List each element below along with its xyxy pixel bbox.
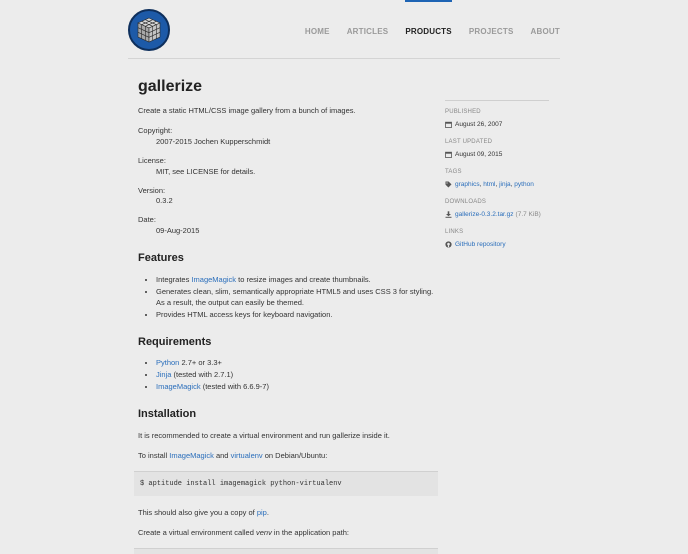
code-block: $ aptitude install imagemagick python-virtualenv — [134, 471, 438, 496]
imagemagick-install-link[interactable]: ImageMagick — [169, 450, 214, 460]
nav-about[interactable]: ABOUT — [530, 27, 560, 36]
feature-text: Integrates — [156, 275, 192, 284]
requirements-heading: Requirements — [138, 335, 212, 348]
license-term: License: — [138, 155, 166, 165]
copyright-value: 2007-2015 Jochen Kupperschmidt — [156, 136, 271, 146]
date-term: Date: — [138, 215, 156, 225]
main-content — [138, 75, 434, 554]
tag-graphics[interactable]: graphics — [455, 180, 480, 188]
main-nav — [288, 0, 560, 40]
install-text: in the application path: — [271, 527, 349, 537]
jinja-link[interactable]: Jinja — [156, 370, 172, 380]
date-value: 09-Aug-2015 — [156, 226, 200, 236]
version-term: Version: — [138, 185, 166, 195]
list-item: • Provides HTML access keys for keyboard navigation. — [156, 310, 434, 321]
install-text: Create a virtual environment called — [138, 527, 256, 537]
calendar-icon — [445, 151, 452, 158]
requirement-text: 2.7+ or 3.3+ — [179, 358, 222, 368]
list-item — [156, 275, 434, 286]
published-label: PUBLISHED — [445, 109, 481, 115]
installation-heading: Installation — [138, 408, 197, 421]
updated-date: August 09, 2015 — [455, 150, 503, 158]
github-icon — [445, 241, 452, 248]
links-label: LINKS — [445, 229, 464, 236]
imagemagick-req-link[interactable]: ImageMagick — [156, 382, 201, 392]
imagemagick-link[interactable]: ImageMagick — [191, 275, 237, 284]
pip-link[interactable]: pip — [256, 507, 267, 517]
github-link[interactable]: GitHub repository — [455, 241, 506, 249]
site-logo[interactable] — [128, 9, 170, 51]
downloads-row — [445, 210, 549, 219]
tag-html[interactable]: html — [483, 180, 496, 188]
list-item — [156, 382, 434, 393]
list-item — [156, 358, 434, 369]
page-title: gallerize — [138, 78, 203, 95]
list-item — [156, 370, 434, 381]
install-text: This should also give you a copy of — [138, 507, 257, 517]
version-value: 0.3.2 — [156, 196, 173, 206]
features-heading: Features — [138, 252, 184, 265]
download-link[interactable]: gallerize-0.3.2.tar.gz — [455, 211, 514, 219]
python-link[interactable]: Python — [156, 358, 180, 368]
published-date: August 26, 2007 — [455, 120, 503, 128]
install-paragraph — [138, 528, 434, 539]
tag-icon — [445, 181, 452, 188]
tag-python[interactable]: python — [514, 180, 534, 188]
install-paragraph — [138, 451, 434, 462]
tags-label: TAGS — [445, 169, 462, 176]
install-text: . — [266, 507, 269, 517]
install-text: on Debian/Ubuntu: — [262, 450, 328, 460]
nav-home[interactable]: HOME — [304, 27, 330, 36]
virtualenv-link[interactable]: virtualenv — [230, 450, 263, 460]
requirement-text: (tested with 6.6.9-7) — [200, 382, 269, 392]
calendar-icon — [445, 121, 452, 128]
cube-logo-icon — [130, 11, 168, 49]
tags-row: graphics , html , jinja , python — [445, 180, 549, 189]
links-row — [445, 240, 549, 249]
download-icon — [445, 211, 452, 218]
features-list — [156, 275, 434, 321]
meta-list — [138, 126, 434, 237]
header-divider — [128, 58, 560, 59]
updated-label: LAST UPDATED — [445, 139, 493, 146]
venv-emphasis: venv — [255, 527, 272, 537]
updated-row — [445, 150, 549, 159]
requirements-list — [156, 358, 434, 393]
nav-products[interactable]: PRODUCTS — [405, 0, 452, 40]
nav-articles[interactable]: ARTICLES — [346, 27, 389, 36]
list-item: • Generates clean, slim, semantically appropriate HTML5 and uses CSS 3 for styling. As a result, the output can easily be themed. — [156, 287, 434, 309]
code-block — [134, 548, 438, 554]
copyright-term: Copyright: — [138, 126, 173, 136]
license-value: MIT, see LICENSE for details. — [156, 166, 256, 176]
sidebar — [445, 100, 549, 259]
install-text: and — [213, 450, 231, 460]
description: Create a static HTML/CSS image gallery from a bunch of images. — [138, 106, 356, 116]
requirement-text: (tested with 2.7.1) — [171, 370, 234, 380]
tag-jinja[interactable]: jinja — [499, 180, 511, 188]
install-text: To install — [138, 450, 170, 460]
feature-text: to resize images and create thumbnails. — [236, 275, 371, 284]
downloads-label: DOWNLOADS — [445, 199, 487, 206]
nav-projects[interactable]: PROJECTS — [468, 27, 514, 36]
published-row — [445, 120, 549, 129]
install-paragraph: It is recommended to create a virtual environment and run gallerize inside it. — [138, 431, 390, 440]
download-size: (7.7 KiB) — [515, 211, 541, 219]
install-paragraph — [138, 508, 434, 519]
